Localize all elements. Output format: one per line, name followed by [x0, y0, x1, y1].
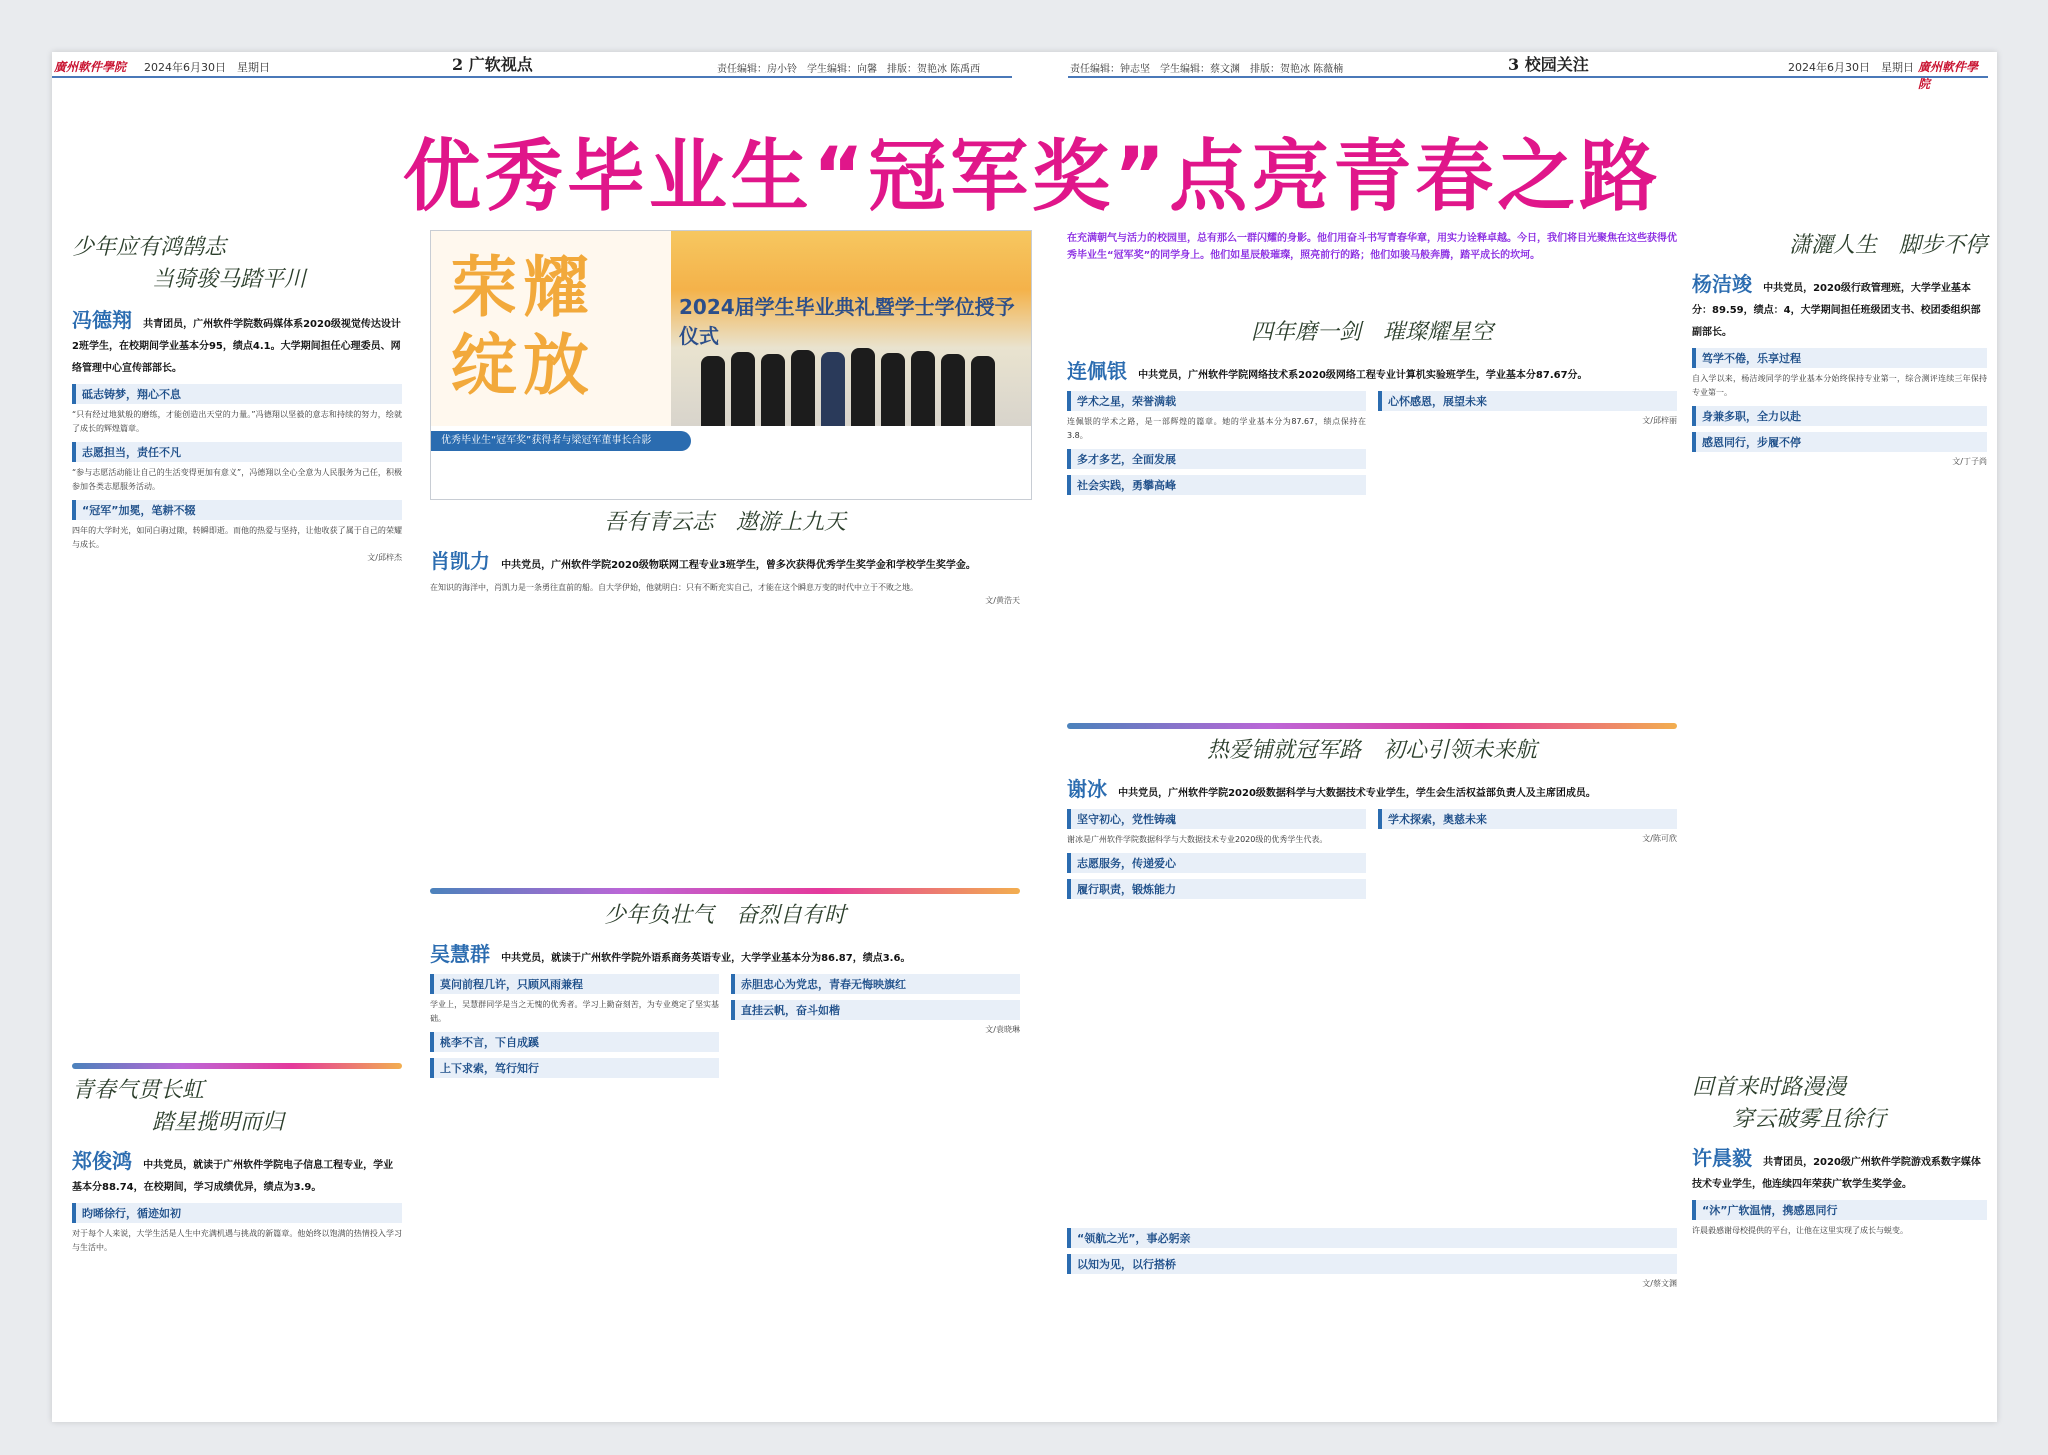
article-wu [430, 882, 1020, 1082]
feng-body-3: 四年的大学时光，如同白驹过隙，转瞬即逝。而他的热爱与坚持，让他收获了属于自己的荣耀与成长。 [72, 526, 402, 549]
xiao-signature: 文/黄浩天 [985, 596, 1020, 605]
article-yang [1692, 230, 1987, 467]
xu-name: 许晨毅 [1692, 1146, 1752, 1170]
xie-sub-1: 坚守初心，党性铸魂 [1067, 809, 1366, 829]
xie-body: 谢冰是广州软件学院数据科学与大数据技术专业2020级的优秀学生代表。 [1067, 835, 1328, 844]
article-xu [1692, 1072, 1987, 1238]
ceremony-photo-box [430, 230, 1032, 500]
zheng-intro: 中共党员，就读于广州软件学院电子信息工程专业，学业基本分88.74，在校期间，学习成绩优异，绩点为3.9。 [72, 1160, 394, 1193]
photo-caption: 优秀毕业生“冠军奖”获得者与梁冠军董事长合影 [431, 431, 691, 451]
wu-intro: 中共党员，就读于广州软件学院外语系商务英语专业，大学学业基本分为86.87，绩点3.6。 [501, 953, 911, 964]
article-feng [72, 232, 402, 563]
glory-title: 荣耀绽放 [451, 249, 595, 404]
yang-signature: 文/丁子尚 [1952, 457, 1987, 466]
xie-name: 谢冰 [1067, 777, 1107, 801]
feng-title-2: 当骑骏马踏平川 [152, 267, 307, 292]
yang-body: 自入学以来，杨洁竣同学的学业基本分始终保持专业第一，综合测评连续三年保持专业第一。 [1692, 374, 1987, 397]
article-lian [1067, 317, 1677, 499]
page3-header [1068, 54, 1988, 91]
xu-sub-3: 以知为见，以行搭桥 [1067, 1254, 1677, 1274]
issue-date: 2024年6月30日 星期日 [144, 61, 270, 74]
xu-title-1: 回首来时路漫漫 [1692, 1075, 1847, 1100]
wu-sub-5: 直挂云帆，奋斗如楷 [731, 1000, 1020, 1020]
article-xiao [430, 507, 1020, 606]
divider [1067, 723, 1677, 729]
article-xie [1067, 717, 1677, 903]
article-zheng [72, 1057, 402, 1255]
zheng-title-1: 青春气贯长虹 [72, 1078, 205, 1103]
lian-name: 连佩银 [1067, 359, 1127, 383]
page-section-2: 2 广软视点 [452, 55, 533, 74]
zheng-body-1: 对于每个人来说，大学生活是人生中充满机遇与挑战的新篇章。他始终以饱满的热情投入学习与生活中。 [72, 1229, 402, 1252]
zheng-sub-1: 昀晞徐行，循迹如初 [72, 1203, 402, 1223]
page2-header [52, 54, 1012, 78]
zheng-title-2: 踏星揽明而归 [152, 1110, 285, 1135]
wu-sub-1: 莫问前程几许，只顾风雨兼程 [430, 974, 719, 994]
ceremony-banner: 2024届学生毕业典礼暨学士学位授予仪式 [679, 295, 1015, 348]
wu-signature: 文/袁晓琳 [985, 1025, 1020, 1034]
issue-date-right: 2024年6月30日 星期日 [1788, 61, 1914, 74]
xie-title: 热爱铺就冠军路 初心引领未来航 [1206, 738, 1537, 763]
xu-signature: 文/蔡文渊 [1642, 1279, 1677, 1288]
wu-name: 吴慧群 [430, 942, 490, 966]
article-xu-continued [1067, 1222, 1677, 1289]
headline: 优秀毕业生“冠军奖”点亮青春之路 [402, 132, 1662, 222]
wu-body: 学业上，吴慧群同学是当之无愧的优秀者。学习上勤奋刻苦，为专业奠定了坚实基础。 [430, 1000, 719, 1023]
xu-sub-2: “领航之光”，事必躬亲 [1067, 1228, 1677, 1248]
xiao-name: 肖凯力 [430, 549, 490, 573]
yang-title: 潇灑人生 脚步不停 [1788, 233, 1987, 258]
divider [430, 888, 1020, 894]
feng-name: 冯德翔 [72, 308, 132, 332]
lian-title: 四年磨一剑 璀璨耀星空 [1250, 320, 1493, 345]
xu-title-2: 穿云破雾且徐行 [1732, 1107, 1887, 1132]
wu-sub-4: 上下求索，笃行知行 [430, 1058, 719, 1078]
xie-sub-4: 学术探索，奥慈未来 [1378, 809, 1677, 829]
lian-intro: 中共党员，广州软件学院网络技术系2020级网络工程专业计算机实验班学生，学业基本分87.67分。 [1138, 370, 1588, 381]
ceremony-photo [671, 231, 1031, 426]
feng-intro: 共青团员，广州软件学院数码媒体系2020级视觉传达设计2班学生，在校期间学业基本分95，绩点4.1。大学期间担任心理委员、网络管理中心宣传部部长。 [72, 319, 401, 374]
school-logo-right: 廣州軟件學院 [1918, 60, 1979, 91]
feng-title-1: 少年应有鸿鹄志 [72, 235, 227, 260]
feng-signature: 文/邱梓杰 [367, 553, 402, 562]
xie-signature: 文/陈可欣 [1642, 834, 1677, 843]
graduates-group [691, 341, 1011, 426]
school-logo: 廣州軟件學院 [54, 60, 127, 74]
lian-sub-4: 心怀感恩，展望未来 [1378, 391, 1677, 411]
page3-intro: 在充满朝气与活力的校园里，总有那么一群闪耀的身影。他们用奋斗书写青春华章，用实力诠释卓越。今日，我们将目光聚焦在这些获得优秀毕业生“冠军奖”的同学身上。他们如星辰般璀璨，照亮前行的路；他们如骏马般奔腾，踏平成长的坎坷。 [1067, 233, 1677, 261]
feng-sub-2: 志愿担当，责任不凡 [72, 442, 402, 462]
glory-panel [431, 231, 671, 426]
yang-sub-2: 身兼多职，全力以赴 [1692, 406, 1987, 426]
xiao-intro: 中共党员，广州软件学院2020级物联网工程专业3班学生，曾多次获得优秀学生奖学金和学校学生奖学金。 [501, 560, 976, 571]
divider [72, 1063, 402, 1069]
xu-intro: 共青团员，2020级广州软件学院游戏系数字媒体技术专业学生，他连续四年荣获广软学生奖学金。 [1692, 1157, 1981, 1190]
xiao-body: 在知识的海洋中，肖凯力是一条勇往直前的船。自大学伊始，他就明白：只有不断充实自己，才能在这个瞬息万变的时代中立于不败之地。 [430, 583, 918, 592]
xie-intro: 中共党员，广州软件学院2020级数据科学与大数据技术专业学生，学生会生活权益部负责人及主席团成员。 [1118, 788, 1596, 799]
lian-sub-2: 多才多艺，全面发展 [1067, 449, 1366, 469]
xiao-title: 吾有青云志 遨游上九天 [603, 510, 846, 535]
page-section-3: 3 校园关注 [1508, 55, 1589, 74]
lian-body: 连佩银的学术之路，是一部辉煌的篇章。她的学业基本分为87.67，绩点保持在3.8。 [1067, 417, 1366, 440]
yang-sub-3: 感恩同行，步履不停 [1692, 432, 1987, 452]
yang-name: 杨洁竣 [1692, 272, 1752, 296]
wu-sub-3: 桃李不言，下自成蹊 [430, 1032, 719, 1052]
zheng-name: 郑俊鸿 [72, 1149, 132, 1173]
feng-sub-3: “冠军”加冕，笔耕不辍 [72, 500, 402, 520]
feng-body-1: “只有经过地狱般的磨练，才能创造出天堂的力量。”冯德翔以坚毅的意志和持续的努力，绘就了成长的辉煌篇章。 [72, 410, 402, 433]
feng-body-2: “参与志愿活动能让自己的生活变得更加有意义”，冯德翔以全心全意为人民服务为己任，积极参加各类志愿服务活动。 [72, 468, 402, 491]
wu-sub-2: 赤胆忠心为党忠，青春无悔映旗红 [731, 974, 1020, 994]
page2-editors: 责任编辑：房小铃 学生编辑：向馨 排版：贺艳冰 陈禹西 [717, 64, 981, 75]
page3-editors: 责任编辑：钟志坚 学生编辑：蔡文渊 排版：贺艳冰 陈薇楠 [1070, 64, 1344, 75]
xie-sub-3: 履行职责，锻炼能力 [1067, 879, 1366, 899]
feng-sub-1: 砥志铸梦，翔心不息 [72, 384, 402, 404]
xu-body: 许晨毅感谢母校提供的平台，让他在这里实现了成长与蜕变。 [1692, 1226, 1908, 1235]
xie-sub-2: 志愿服务，传递爱心 [1067, 853, 1366, 873]
lian-signature: 文/邱梓丽 [1642, 416, 1677, 425]
lian-sub-3: 社会实践，勇攀高峰 [1067, 475, 1366, 495]
newspaper-spread [52, 52, 1997, 1422]
lian-sub-1: 学术之星，荣誉满载 [1067, 391, 1366, 411]
yang-intro: 中共党员，2020级行政管理班，大学学业基本分：89.59，绩点：4，大学期间担任班级团支书、校团委组织部副部长。 [1692, 283, 1981, 338]
yang-sub-1: 笃学不倦，乐享过程 [1692, 348, 1987, 368]
wu-title: 少年负壮气 奋烈自有时 [603, 903, 846, 928]
xu-sub-1: “沐”广软温情，携感恩同行 [1692, 1200, 1987, 1220]
